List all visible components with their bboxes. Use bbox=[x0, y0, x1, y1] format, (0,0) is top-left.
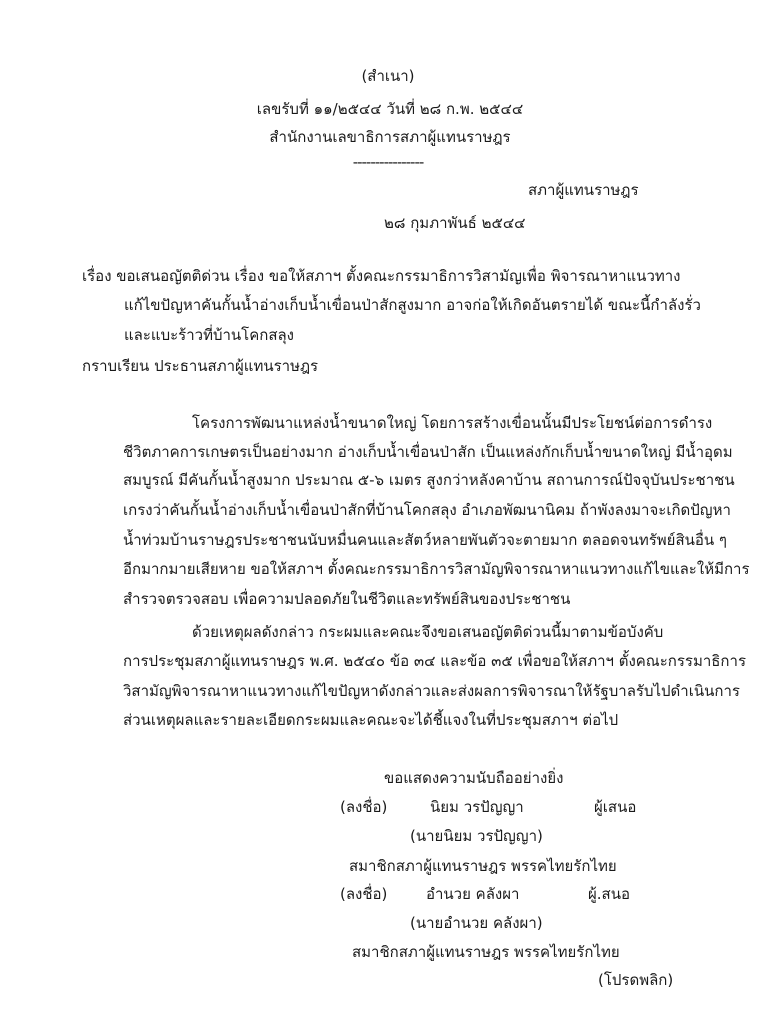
turn-over-note: (โปรดพลิก) bbox=[598, 971, 674, 989]
subject-line-1: เรื่อง ขอเสนอญัตติด่วน เรื่อง ขอให้สภาฯ ตั้งคณะกรรมาธิการวิสามัญเพื่อ พิจารณาหาแนวทาง bbox=[82, 267, 681, 285]
sign-label: (ลงชื่อ) bbox=[340, 798, 388, 816]
para2-line: การประชุมสภาผู้แทนราษฎร พ.ศ. ๒๕๔๐ ข้อ ๓๔ และข้อ ๓๕ เพื่อขอให้สภาฯ ตั้งคณะกรรมาธิการ bbox=[123, 652, 746, 670]
para1-line: ชีวิตภาคการเกษตรเป็นอย่างมาก อ่างเก็บน้ำเขื่อนป่าสัก เป็นแหล่งกักเก็บน้ำขนาดใหญ่ มีน้ำอุดม bbox=[123, 443, 733, 461]
signatory-position: สมาชิกสภาผู้แทนราษฎร พรรคไทยรักไทย bbox=[349, 857, 617, 875]
para1-line: สำรวจตรวจสอบ เพื่อความปลอดภัยในชีวิตและทรัพย์สินของประชาชน bbox=[123, 590, 571, 608]
copy-mark: (สำเนา) bbox=[361, 67, 415, 85]
signatory-position: สมาชิกสภาผู้แทนราษฎร พรรคไทยรักไทย bbox=[352, 943, 620, 961]
closing: ขอแสดงความนับถืออย่างยิ่ง bbox=[384, 769, 564, 787]
para1-line: น้ำท่วมบ้านราษฎรประชาชนนับหมื่นคนและสัตว์หลายพันตัวจะตายมาก ตลอดจนทรัพย์สินอื่น ๆ bbox=[123, 531, 727, 549]
signatory-full-name: (นายอำนวย คลังผา) bbox=[410, 914, 543, 932]
para2-line: ด้วยเหตุผลดังกล่าว กระผมและคณะจึงขอเสนอญัตติด่วนนี้มาตามข้อบังคับ bbox=[192, 623, 664, 641]
receipt-line: เลขรับที่ ๑๑/๒๕๔๔ วันที่ ๒๘ ก.พ. ๒๕๔๔ bbox=[256, 100, 524, 118]
signatory-name: อำนวย คลังผา bbox=[426, 885, 520, 903]
sender-date: ๒๘ กุมภาพันธ์ ๒๕๔๔ bbox=[384, 214, 526, 232]
para1-line: อีกมากมายเสียหาย ขอให้สภาฯ ตั้งคณะกรรมาธิการวิสามัญพิจารณาหาแนวทางแก้ไขและให้มีการ bbox=[123, 560, 750, 578]
para1-line: สมบูรณ์ มีคันกั้นน้ำสูงมาก ประมาณ ๕-๖ เมตร สูงกว่าหลังคาบ้าน สถานการณ์ปัจจุบันประชาชน bbox=[123, 471, 735, 489]
para2-line: วิสามัญพิจารณาหาแนวทางแก้ไขปัญหาดังกล่าวและส่งผลการพิจารณาให้รัฐบาลรับไปดำเนินการ bbox=[123, 682, 740, 700]
sign-label: (ลงชื่อ) bbox=[340, 885, 388, 903]
subject-line-2: แก้ไขปัญหาคันกั้นน้ำอ่างเก็บน้ำเขื่อนป่าสักสูงมาก อาจก่อให้เกิดอันตรายได้ ขณะนี้กำลังรั่ว bbox=[124, 296, 701, 314]
para1-line: โครงการพัฒนาแหล่งน้ำขนาดใหญ่ โดยการสร้างเขื่อนนั้นมีประโยชน์ต่อการดำรง bbox=[192, 414, 713, 432]
signatory-name: นิยม วรปัญญา bbox=[430, 798, 524, 816]
office-name: สำนักงานเลขาธิการสภาผู้แทนราษฎร bbox=[269, 128, 511, 146]
sender-org: สภาผู้แทนราษฎร bbox=[528, 181, 639, 199]
separator: ---------------- bbox=[352, 153, 424, 171]
salutation: กราบเรียน ประธานสภาผู้แทนราษฎร bbox=[82, 357, 319, 375]
subject-line-3: และแบะร้าวที่บ้านโคกสลุง bbox=[124, 326, 294, 344]
para1-line: เกรงว่าคันกั้นน้ำอ่างเก็บน้ำเขื่อนป่าสักที่บ้านโคกสลุง อำเภอพัฒนานิคม ถ้าพังลงมาจะเกิดปัญหา bbox=[123, 501, 731, 519]
para2-line: ส่วนเหตุผลและรายละเอียดกระผมและคณะจะได้ชี้แจงในที่ประชุมสภาฯ ต่อไป bbox=[123, 711, 619, 729]
signatory-role: ผู้.สนอ bbox=[588, 885, 630, 903]
signatory-role: ผู้เสนอ bbox=[594, 798, 637, 816]
signatory-full-name: (นายนิยม วรปัญญา) bbox=[410, 827, 543, 845]
